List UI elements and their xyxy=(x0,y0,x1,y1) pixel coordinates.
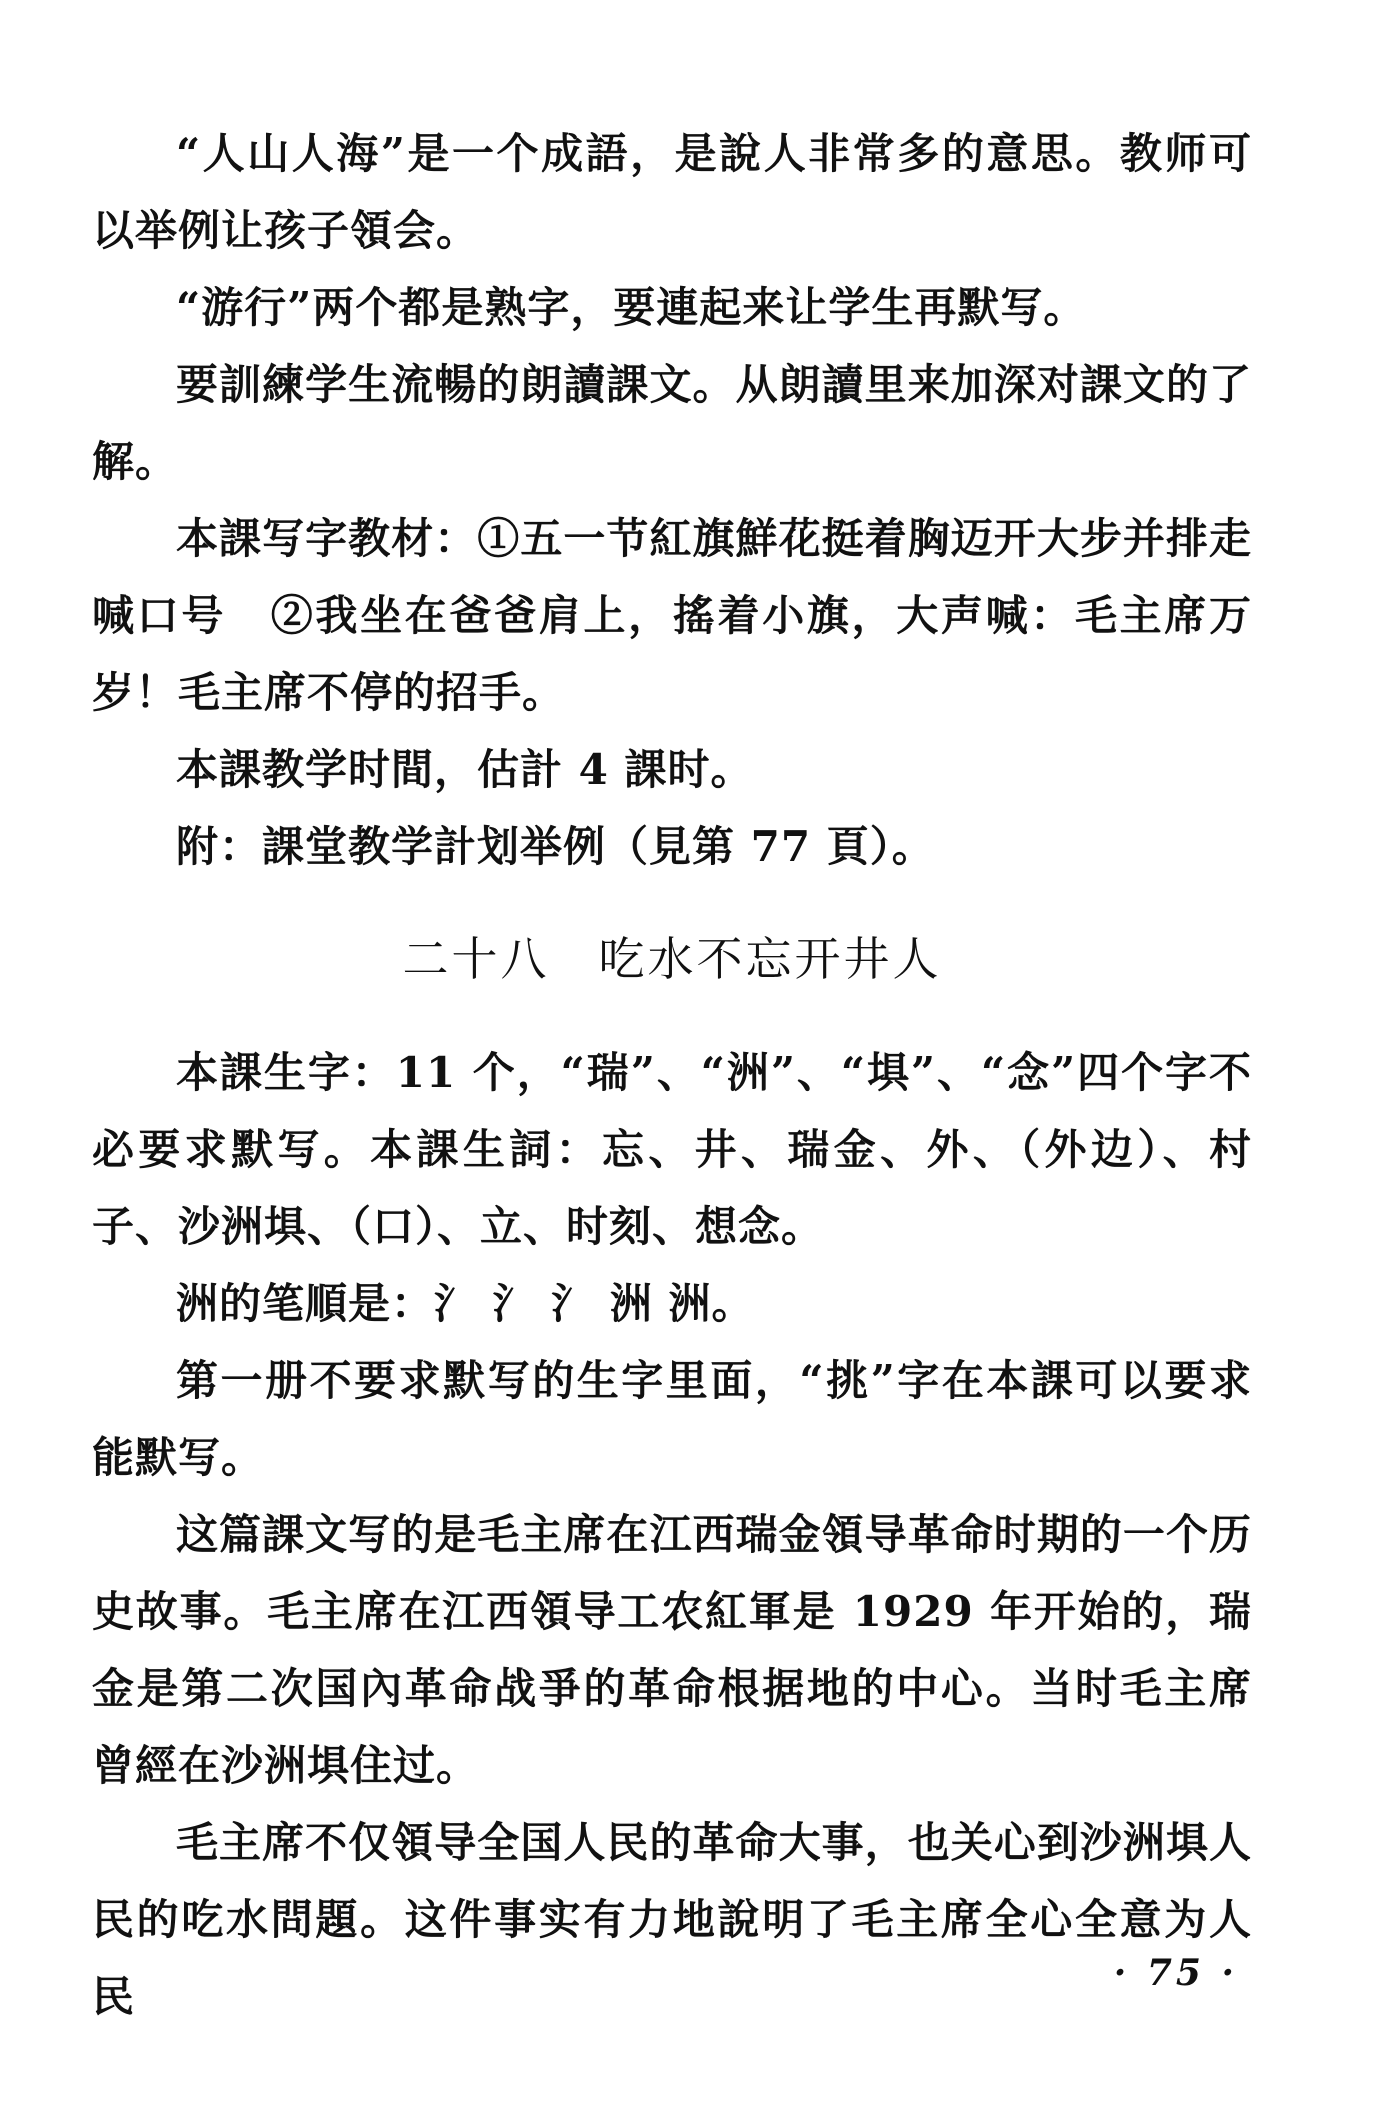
paragraph: 本課教学时間，估計 4 課时。 xyxy=(176,745,754,794)
paragraph: 洲的笔順是：氵 氵 氵 洲 洲。 xyxy=(176,1279,755,1328)
lesson-heading: 二十八 吃水不忘开井人 xyxy=(402,932,942,986)
paragraph: 毛主席不仅領导全国人民的革命大事，也关心到沙洲埧人民的吃水問題。这件事实有力地說明了毛主席全心全意为人民 xyxy=(92,1818,1252,2021)
paragraph: “游行”两个都是熟字，要連起来让学生再默写。 xyxy=(176,283,1087,332)
paragraph: 附：課堂教学計划举例（見第 77 頁）。 xyxy=(176,822,935,871)
page-number: · 75 · xyxy=(1113,1952,1238,1994)
body-text xyxy=(92,115,1252,2035)
paragraph: 本課生字：11 个，“瑞”、“洲”、“埧”、“念”四个字不必要求默写。本課生詞：忘、井、瑞金、外、（外边）、村子、沙洲埧、（口）、立、时刻、想念。 xyxy=(92,1048,1252,1251)
paragraph: 要訓練学生流暢的朗讀課文。从朗讀里来加深对課文的了解。 xyxy=(92,360,1252,486)
paragraph: 第一册不要求默写的生字里面，“挑”字在本課可以要求能默写。 xyxy=(92,1356,1252,1482)
paragraph: “人山人海”是一个成語，是說人非常多的意思。教师可以举例让孩子領会。 xyxy=(92,129,1252,255)
paragraph: 这篇課文写的是毛主席在江西瑞金領导革命时期的一个历史故事。毛主席在江西領导工农紅軍是 1929 年开始的，瑞金是第二次国內革命战爭的革命根据地的中心。当时毛主席曾經在沙洲埧住过。 xyxy=(92,1510,1252,1790)
paragraph: 本課写字教材：①五一节紅旗鮮花挺着胸迈开大步并排走喊口号 ②我坐在爸爸肩上，搖着小旗，大声喊：毛主席万岁！毛主席不停的招手。 xyxy=(92,514,1252,717)
